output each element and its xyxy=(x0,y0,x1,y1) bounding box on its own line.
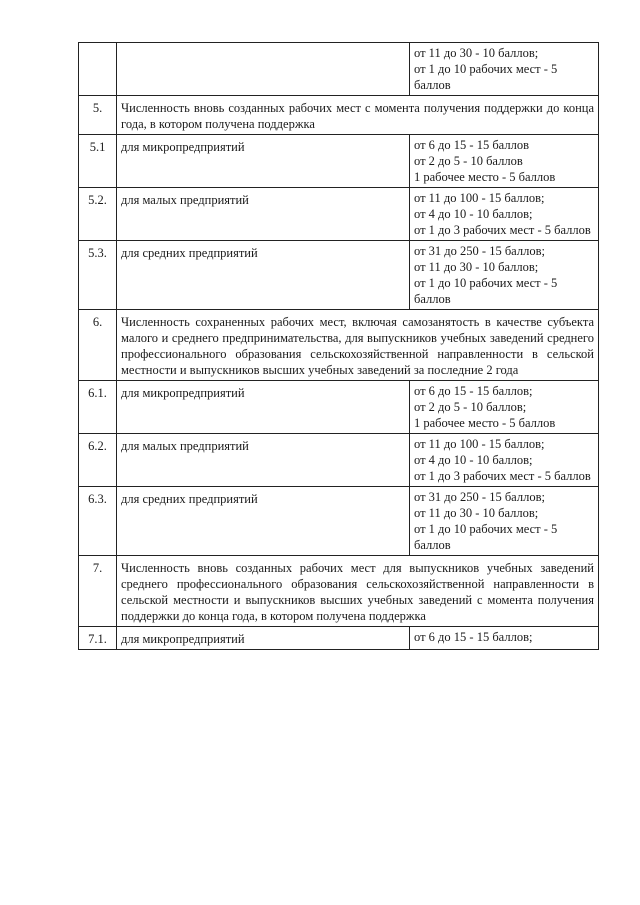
score-cell xyxy=(410,627,599,650)
score-cell xyxy=(410,135,599,188)
table-row xyxy=(79,241,599,310)
table-row xyxy=(79,310,599,381)
score-cell xyxy=(410,188,599,241)
score-line: от 6 до 15 - 15 баллов xyxy=(414,138,529,152)
row-number: 5.1 xyxy=(79,135,117,188)
criterion-description: для микропредприятий xyxy=(117,627,410,650)
score-line: от 6 до 15 - 15 баллов; xyxy=(414,630,533,644)
row-number: 6. xyxy=(79,310,117,381)
criterion-heading: Численность сохраненных рабочих мест, включая самозанятость в качестве субъекта малого и среднего предпринимательства, для выпускников учебных заведений среднего профессионального образования сельскохозяйственной направленности в сельской местности и выпускников высших учебных заведений за последние 2 года xyxy=(117,310,599,381)
score-line: от 1 до 10 рабочих мест - 5 баллов xyxy=(414,522,558,552)
score-line: от 1 до 3 рабочих мест - 5 баллов xyxy=(414,223,591,237)
row-number: 7. xyxy=(79,556,117,627)
score-line: от 11 до 30 - 10 баллов; xyxy=(414,260,539,274)
score-line: от 1 до 10 рабочих мест - 5 баллов xyxy=(414,62,558,92)
table-row xyxy=(79,487,599,556)
table-row xyxy=(79,188,599,241)
row-number: 5.3. xyxy=(79,241,117,310)
row-number: 6.2. xyxy=(79,434,117,487)
score-line: от 1 до 10 рабочих мест - 5 баллов xyxy=(414,276,558,306)
table-row xyxy=(79,434,599,487)
table-row xyxy=(79,627,599,650)
score-line: от 31 до 250 - 15 баллов; xyxy=(414,244,545,258)
score-line: от 11 до 100 - 15 баллов; xyxy=(414,437,545,451)
score-line: от 2 до 5 - 10 баллов; xyxy=(414,400,527,414)
score-line: от 11 до 30 - 10 баллов; xyxy=(414,506,539,520)
score-line: от 4 до 10 - 10 баллов; xyxy=(414,207,533,221)
score-cell xyxy=(410,43,599,96)
row-number: 7.1. xyxy=(79,627,117,650)
table-row xyxy=(79,96,599,135)
row-number: 5. xyxy=(79,96,117,135)
row-number: 6.1. xyxy=(79,381,117,434)
criterion-description xyxy=(117,43,410,96)
score-cell xyxy=(410,381,599,434)
criterion-description: для малых предприятий xyxy=(117,188,410,241)
score-line: 1 рабочее место - 5 баллов xyxy=(414,170,556,184)
score-line: от 11 до 100 - 15 баллов; xyxy=(414,191,545,205)
document-page xyxy=(78,42,598,650)
score-line: от 2 до 5 - 10 баллов xyxy=(414,154,523,168)
score-line: от 1 до 3 рабочих мест - 5 баллов xyxy=(414,469,591,483)
row-number xyxy=(79,43,117,96)
criteria-table-body xyxy=(79,43,599,650)
table-row xyxy=(79,135,599,188)
score-line: от 6 до 15 - 15 баллов; xyxy=(414,384,533,398)
score-cell xyxy=(410,241,599,310)
table-row xyxy=(79,556,599,627)
score-line: от 4 до 10 - 10 баллов; xyxy=(414,453,533,467)
criterion-description: для средних предприятий xyxy=(117,487,410,556)
row-number: 5.2. xyxy=(79,188,117,241)
criterion-description: для средних предприятий xyxy=(117,241,410,310)
criteria-table xyxy=(78,42,599,650)
score-line: от 11 до 30 - 10 баллов; xyxy=(414,46,539,60)
score-line: 1 рабочее место - 5 баллов xyxy=(414,416,556,430)
criterion-heading: Численность вновь созданных рабочих мест для выпускников учебных заведений среднего профессионального образования сельскохозяйственной направленности в сельской местности и выпускников высших учебных заведений с момента получения поддержки до конца года, в котором получена поддержка xyxy=(117,556,599,627)
score-cell xyxy=(410,487,599,556)
score-line: от 31 до 250 - 15 баллов; xyxy=(414,490,545,504)
score-cell xyxy=(410,434,599,487)
criterion-description: для малых предприятий xyxy=(117,434,410,487)
criterion-description: для микропредприятий xyxy=(117,381,410,434)
table-row xyxy=(79,43,599,96)
row-number: 6.3. xyxy=(79,487,117,556)
criterion-heading: Численность вновь созданных рабочих мест с момента получения поддержки до конца года, в котором получена поддержка xyxy=(117,96,599,135)
table-row xyxy=(79,381,599,434)
criterion-description: для микропредприятий xyxy=(117,135,410,188)
